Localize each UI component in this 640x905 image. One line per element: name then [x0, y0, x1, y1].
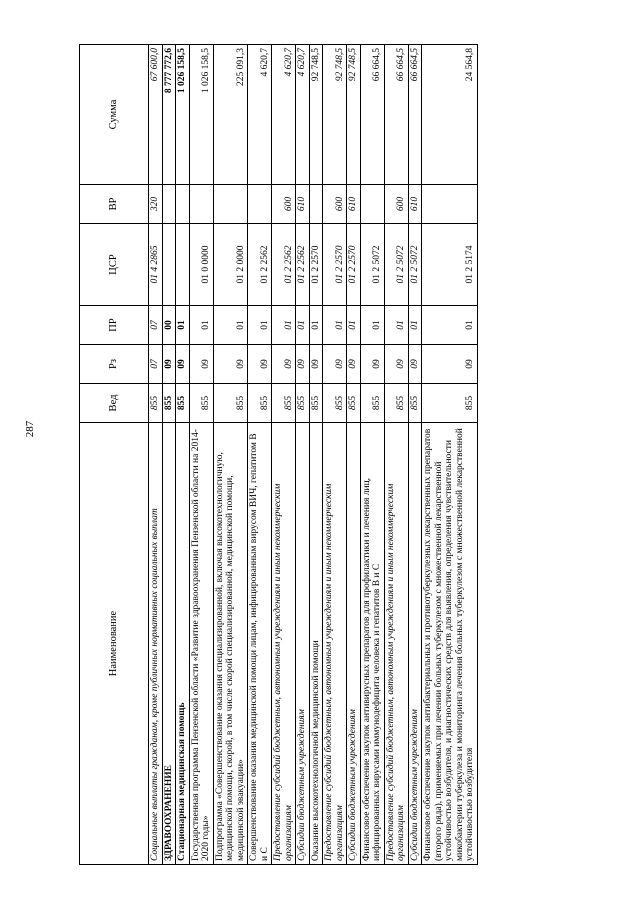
table-row: [296, 45, 310, 865]
cell-rz: 09: [176, 345, 190, 384]
cell-vr: [248, 185, 272, 224]
cell-csr: 01 4 2865: [149, 224, 163, 306]
cell-rz: 09: [296, 345, 310, 384]
table-header-row: [80, 45, 149, 865]
cell-pr: 01: [360, 306, 384, 345]
cell-vr: 600: [272, 185, 296, 224]
cell-ved: 855: [360, 384, 384, 423]
cell-ved: 855: [162, 384, 176, 423]
table-row: [408, 45, 422, 865]
cell-ved: 855: [213, 384, 248, 423]
cell-csr: 01 2 5072: [360, 224, 384, 306]
cell-pr: 01: [347, 306, 361, 345]
cell-name: Финансовое обеспечение закупок антивирусных препаратов для профилактики и лечения лиц, инфицированных вирусами иммунодефицита человека и гепатитов В и С: [360, 423, 384, 865]
page-number: 287: [24, 420, 36, 438]
cell-pr: 01: [248, 306, 272, 345]
cell-ved: 855: [309, 384, 323, 423]
cell-vr: [189, 185, 213, 224]
cell-sum: 66 664,5: [360, 45, 384, 185]
cell-csr: 01 2 2570: [323, 224, 347, 306]
cell-rz: 09: [347, 345, 361, 384]
cell-vr: 320: [149, 185, 163, 224]
cell-ved: 855: [248, 384, 272, 423]
cell-pr: 01: [296, 306, 310, 345]
cell-ved: 855: [347, 384, 361, 423]
cell-pr: 01: [272, 306, 296, 345]
header-pr: ПР: [80, 306, 149, 345]
cell-name: Подпрограмма «Совершенствование оказания специализированной, включая высокотехнологичную, медицинской помощи, скорой, в том числе скорой специализированной, медицинской помощи, медицинской эвакуации»: [213, 423, 248, 865]
cell-name: Финансовое обеспечение закупок антибактериальных и противотуберкулезных лекарственных препаратов (второго ряда), применяемых при лечении больных туберкулезом с множественной лекарственной устойчивостью возбудителя, и диагностических средств для выявления, определения чувствительности микобактерии туберкулеза и мониторинга лечения больных туберкулезом с множественной лекарственной устойчивостью возбудителя: [422, 423, 478, 865]
cell-ved: 855: [189, 384, 213, 423]
header-vr: ВР: [80, 185, 149, 224]
cell-ved: 855: [408, 384, 422, 423]
cell-vr: [162, 185, 176, 224]
header-sum: Сумма: [80, 45, 149, 185]
table-row: [189, 45, 213, 865]
cell-rz: 09: [162, 345, 176, 384]
cell-pr: 01: [384, 306, 408, 345]
cell-sum: 92 748,5: [347, 45, 361, 185]
cell-csr: 01 2 2562: [248, 224, 272, 306]
cell-rz: 09: [360, 345, 384, 384]
cell-csr: [176, 224, 190, 306]
cell-sum: 8 777 772,6: [162, 45, 176, 185]
cell-csr: 01 2 5174: [422, 224, 478, 306]
cell-name: Субсидии бюджетным учреждениям: [347, 423, 361, 865]
cell-rz: 09: [384, 345, 408, 384]
cell-name: Субсидии бюджетным учреждениям: [296, 423, 310, 865]
cell-csr: [162, 224, 176, 306]
cell-csr: 01 2 2562: [272, 224, 296, 306]
cell-name: Государственная программа Пензенской области «Развитие здравоохранения Пензенской области на 2014-2020 годы»: [189, 423, 213, 865]
cell-pr: 01: [189, 306, 213, 345]
cell-name: Совершенствование оказания медицинской помощи лицам, инфицированным вирусом ВИЧ, гепатитом В и С: [248, 423, 272, 865]
cell-csr: 01 0 0000: [189, 224, 213, 306]
cell-ved: 855: [296, 384, 310, 423]
cell-ved: 855: [384, 384, 408, 423]
cell-rz: 09: [189, 345, 213, 384]
cell-sum: 4 620,7: [296, 45, 310, 185]
cell-ved: 855: [149, 384, 163, 423]
cell-sum: 225 091,3: [213, 45, 248, 185]
cell-vr: 600: [323, 185, 347, 224]
cell-ved: 855: [422, 384, 478, 423]
cell-pr: 00: [162, 306, 176, 345]
cell-name: Социальные выплаты гражданам, кроме публичных нормативных социальных выплат: [149, 423, 163, 865]
cell-pr: 01: [309, 306, 323, 345]
cell-sum: 92 748,5: [309, 45, 323, 185]
table-row: [384, 45, 408, 865]
cell-name: Стационарная медицинская помощь: [176, 423, 190, 865]
table-body: [149, 45, 478, 865]
cell-sum: 92 748,5: [323, 45, 347, 185]
cell-ved: 855: [323, 384, 347, 423]
cell-sum: 1 026 158,5: [176, 45, 190, 185]
cell-sum: 24 564,8: [422, 45, 478, 185]
table-row: [347, 45, 361, 865]
cell-csr: 01 2 0000: [213, 224, 248, 306]
table-row: [176, 45, 190, 865]
cell-vr: [422, 185, 478, 224]
budget-table: [79, 44, 478, 865]
cell-name: Субсидии бюджетным учреждениям: [408, 423, 422, 865]
header-csr: ЦСР: [80, 224, 149, 306]
cell-vr: 610: [296, 185, 310, 224]
cell-vr: [213, 185, 248, 224]
cell-rz: 09: [408, 345, 422, 384]
cell-pr: 01: [408, 306, 422, 345]
cell-pr: 01: [176, 306, 190, 345]
table-row: [309, 45, 323, 865]
table-row: [248, 45, 272, 865]
cell-csr: 01 2 2570: [347, 224, 361, 306]
cell-pr: 01: [422, 306, 478, 345]
header-ved: Вед: [80, 384, 149, 423]
table-row: [360, 45, 384, 865]
header-name: Наименование: [80, 423, 149, 865]
cell-name: ЗДРАВООХРАНЕНИЕ: [162, 423, 176, 865]
cell-rz: 07: [149, 345, 163, 384]
cell-rz: 09: [309, 345, 323, 384]
cell-rz: 09: [248, 345, 272, 384]
cell-pr: 01: [213, 306, 248, 345]
cell-ved: 855: [176, 384, 190, 423]
table-row: [213, 45, 248, 865]
table-row: [422, 45, 478, 865]
cell-csr: 01 2 2570: [309, 224, 323, 306]
cell-rz: 09: [213, 345, 248, 384]
cell-csr: 01 2 2562: [296, 224, 310, 306]
cell-csr: 01 2 5072: [384, 224, 408, 306]
table-row: [323, 45, 347, 865]
cell-vr: 610: [408, 185, 422, 224]
rotated-page: [79, 45, 565, 865]
cell-rz: 09: [323, 345, 347, 384]
table-row: [162, 45, 176, 865]
cell-name: Предоставление субсидий бюджетным, автономным учреждениям и иным некоммерческим организациям: [384, 423, 408, 865]
cell-vr: [360, 185, 384, 224]
cell-rz: 09: [422, 345, 478, 384]
cell-name: Предоставление субсидий бюджетным, автономным учреждениям и иным некоммерческим организациям: [323, 423, 347, 865]
cell-csr: 01 2 5072: [408, 224, 422, 306]
cell-sum: 66 664,5: [384, 45, 408, 185]
cell-rz: 09: [272, 345, 296, 384]
header-rz: Рз: [80, 345, 149, 384]
cell-name: Оказание высокотехнологичной медицинской помощи: [309, 423, 323, 865]
cell-name: Предоставление субсидий бюджетным, автономным учреждениям и иным некоммерческим организациям: [272, 423, 296, 865]
cell-vr: [309, 185, 323, 224]
cell-sum: 4 620,7: [248, 45, 272, 185]
cell-vr: [176, 185, 190, 224]
cell-sum: 1 026 158,5: [189, 45, 213, 185]
cell-sum: 4 620,7: [272, 45, 296, 185]
cell-sum: 66 664,5: [408, 45, 422, 185]
table-row: [149, 45, 163, 865]
cell-pr: 07: [149, 306, 163, 345]
cell-vr: 600: [384, 185, 408, 224]
cell-pr: 01: [323, 306, 347, 345]
cell-vr: 610: [347, 185, 361, 224]
cell-ved: 855: [272, 384, 296, 423]
cell-sum: 67 600,0: [149, 45, 163, 185]
table-row: [272, 45, 296, 865]
